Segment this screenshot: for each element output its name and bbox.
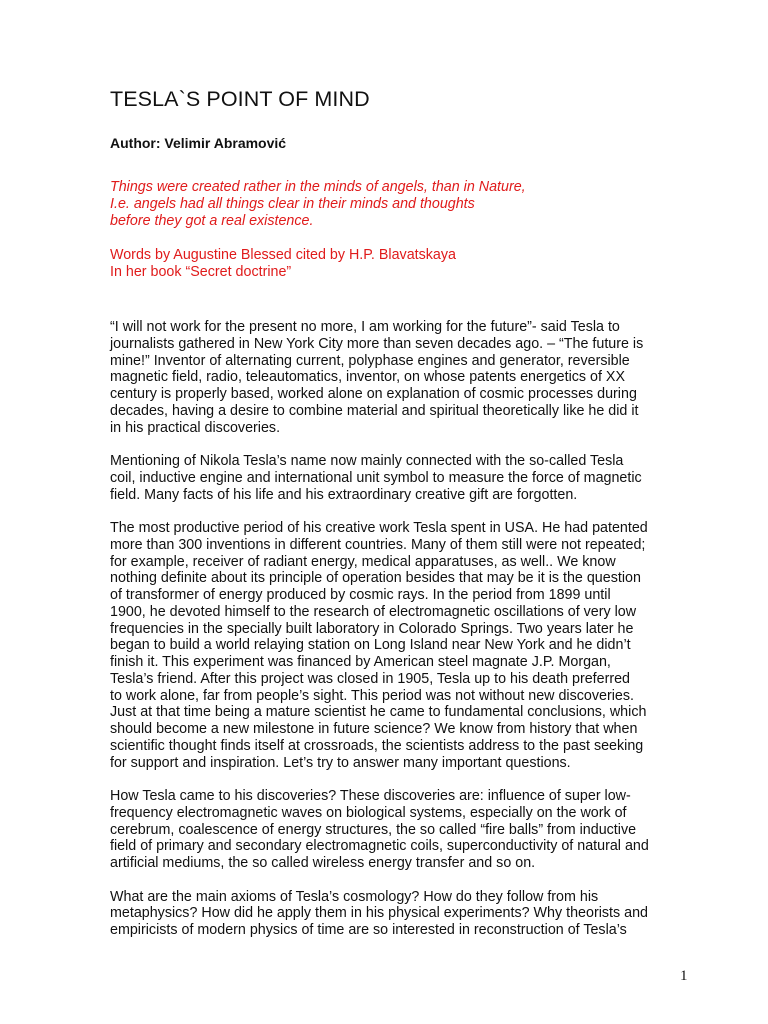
body-paragraph	[110, 319, 700, 436]
paragraph-line: decades, having a desire to combine material and spiritual theoretically like he did it	[110, 402, 639, 419]
paragraph-line: of transformer of energy produced by cosmic rays. In the period from 1899 until	[110, 587, 611, 604]
citation-line: Words by Augustine Blessed cited by H.P. Blavatskaya	[110, 246, 456, 263]
body-paragraph	[110, 520, 700, 771]
paragraph-line: metaphysics? How did he apply them in his physical experiments? Why theorists and	[110, 905, 648, 922]
paragraph-line: Just at that time being a mature scientist he came to fundamental conclusions, which	[110, 704, 647, 721]
paragraph-line: magnetic field, radio, teleautomatics, inventor, on whose patents energetics of XX	[110, 369, 625, 386]
paragraph-line: 1900, he devoted himself to the research of electromagnetic oscillations of very low	[110, 603, 637, 620]
paragraph-line: “I will not work for the present no more, I am working for the future”- said Tesla to	[110, 319, 620, 336]
body-text	[110, 319, 700, 939]
paragraph-line: field. Many facts of his life and his extraordinary creative gift are forgotten.	[110, 486, 578, 503]
body-paragraph	[110, 788, 700, 872]
paragraph-line: journalists gathered in New York City more than seven decades ago. – “The future is	[110, 335, 644, 352]
paragraph-line: What are the main axioms of Tesla’s cosmology? How do they follow from his	[110, 888, 599, 905]
paragraph-line: coil, inductive engine and international unit symbol to measure the force of magnetic	[110, 469, 642, 486]
page-number: 1	[680, 968, 688, 984]
paragraph-line: began to build a world relaying station on Long Island near New York and he didn’t	[110, 637, 631, 654]
epigraph-quote	[110, 179, 700, 231]
paragraph-line: finish it. This experiment was financed by American steel magnate J.P. Morgan,	[110, 654, 611, 671]
body-paragraph	[110, 889, 700, 939]
epigraph-line: I.e. angels had all things clear in their minds and thoughts	[110, 196, 475, 213]
paragraph-line: to work alone, far from people’s sight. This period was not without new discoveries.	[110, 687, 634, 704]
body-paragraph	[110, 453, 700, 503]
paragraph-line: for support and inspiration. Let’s try to answer many important questions.	[110, 754, 571, 771]
paragraph-line: How Tesla came to his discoveries? These discoveries are: influence of super low-	[110, 788, 631, 805]
paragraph-line: field of primary and secondary electromagnetic coils, superconductivity of natural and	[110, 838, 649, 855]
paragraph-line: cerebrum, coalescence of energy structures, the so called “fire balls” from inductive	[110, 821, 637, 838]
paragraph-line: Tesla’s friend. After this project was closed in 1905, Tesla up to his death preferred	[110, 670, 631, 687]
paragraph-line: more than 300 inventions in different countries. Many of them still were not repeated;	[110, 536, 646, 553]
paragraph-line: nothing definite about its principle of operation besides that may be it is the question	[110, 570, 641, 587]
paragraph-line: Mentioning of Nikola Tesla’s name now mainly connected with the so-called Tesla	[110, 453, 624, 470]
paragraph-line: frequencies in the specially built laboratory in Colorado Springs. Two years later he	[110, 620, 634, 637]
document-title: TESLA`S POINT OF MIND	[110, 87, 370, 111]
epigraph-line: before they got a real existence.	[110, 213, 314, 230]
epigraph-citation	[110, 247, 700, 281]
paragraph-line: empiricists of modern physics of time are so interested in reconstruction of Tesla’s	[110, 922, 627, 939]
document-page	[110, 84, 700, 956]
paragraph-line: in his practical discoveries.	[110, 419, 281, 436]
epigraph-line: Things were created rather in the minds of angels, than in Nature,	[110, 179, 526, 195]
paragraph-line: mine!” Inventor of alternating current, polyphase engines and generator, reversible	[110, 352, 630, 369]
paragraph-line: should become a new milestone in future science? We know from history that when	[110, 721, 638, 738]
paragraph-line: artificial mediums, the so called wireless energy transfer and so on.	[110, 855, 536, 872]
paragraph-line: The most productive period of his creative work Tesla spent in USA. He had patented	[110, 520, 648, 537]
author-line: Author: Velimir Abramović	[110, 135, 287, 151]
paragraph-line: for example, receiver of radiant energy, medical apparatuses, as well.. We know	[110, 553, 616, 570]
paragraph-line: century is properly based, worked alone on explanation of cosmic processes during	[110, 386, 637, 403]
citation-line: In her book “Secret doctrine”	[110, 263, 292, 280]
paragraph-line: frequency electromagnetic waves on biological systems, especially on the work of	[110, 804, 627, 821]
paragraph-line: scientific thought finds itself at crossroads, the scientists address to the past seeking	[110, 737, 644, 754]
